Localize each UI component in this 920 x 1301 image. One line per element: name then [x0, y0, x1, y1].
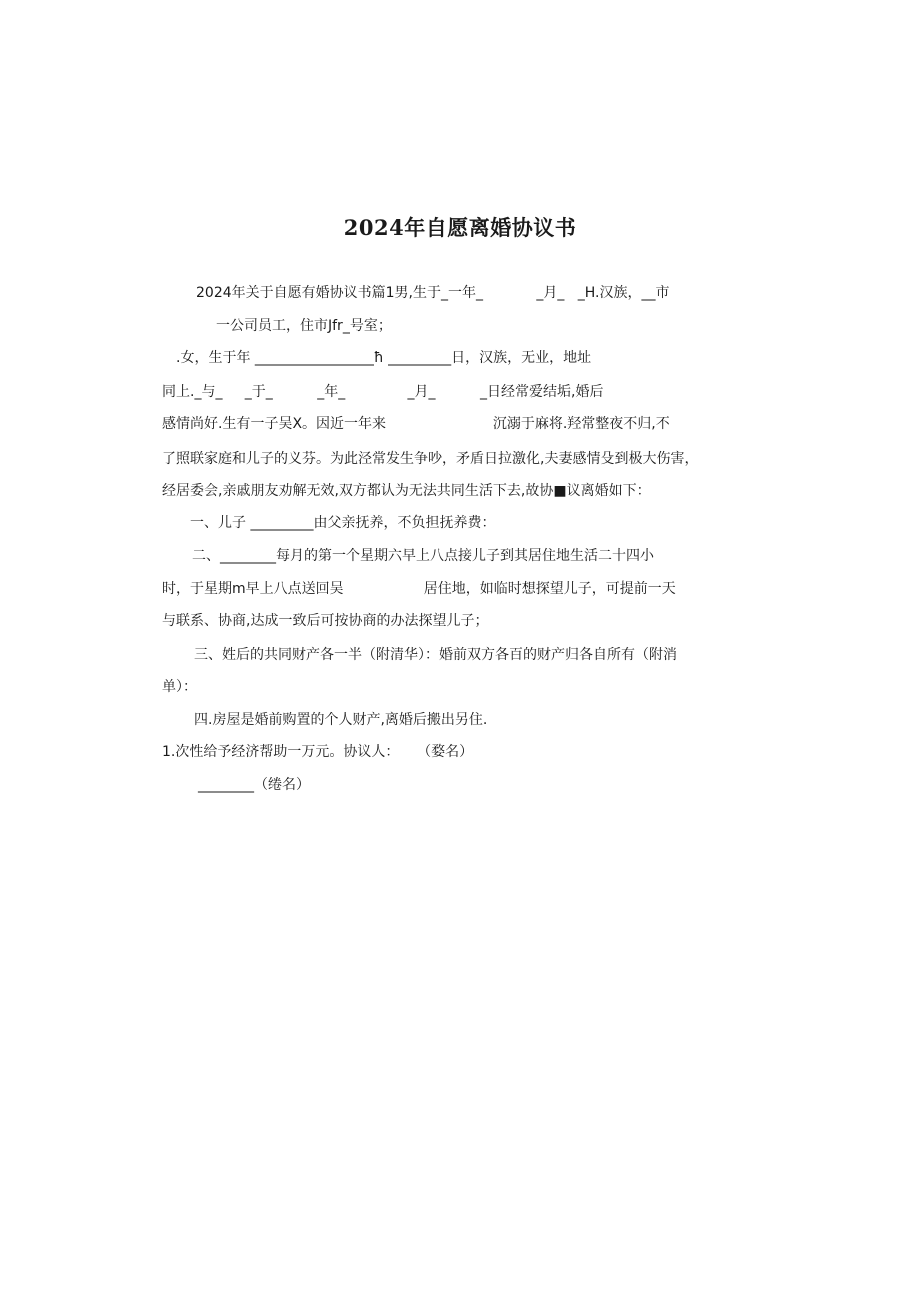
signature-line: ________（绻名）: [198, 777, 310, 793]
paragraph-line: 感情尚好.生有一子吴X。因近一年来 沉溺于麻将.羟常整夜不归,不: [162, 416, 670, 432]
clause-line: 三、姓后的共同财产各一半（附清华）：婚前双方各百的财产归各自所有（附消: [194, 647, 677, 663]
paragraph-line: 与联系、协商,达成一致后可按协商的办法探望儿子；: [162, 613, 489, 629]
clause-line: 二、________每月的第一个星期六早上八点接儿子到其居住地生活二十四小: [192, 548, 654, 564]
paragraph-line: 一公司员工，住市Jfr_号室；: [216, 318, 392, 334]
paragraph-line: 2024年关于自愿有婚协议书篇1男,生于_一年_ _月_ _H.汉族，__市: [196, 285, 670, 301]
clause-line: 一、儿子 _________由父亲抚养，不负担抚养费：: [190, 515, 496, 531]
paragraph-line: 同上._与_ _于_ _年_ _月_ _日经常爱结垢,婚后: [162, 384, 604, 400]
signature-line: 1.次性给予经济帮助一万元。协议人： （婺名）: [162, 744, 474, 760]
paragraph-line: 单）：: [162, 679, 197, 695]
paragraph-line: 时，于星期m早上八点送回吴 居住地，如临时想探望儿子，可提前一天: [162, 581, 676, 597]
paragraph-line: .女，生于年 _________________ħ _________日，汉族，无业，地址: [176, 350, 592, 366]
paragraph-line: 了照联家庭和儿子的义芬。为此泾常发生争吵，矛盾日拉激化,夫妻感情殳到极大伤害，: [162, 451, 699, 467]
document-title: 2024年自愿离婚协议书: [343, 215, 577, 240]
paragraph-line: 经居委会,亲戚朋友劝解无效,双方都认为无法共同生活下去,故协■议离婚如下：: [162, 483, 651, 499]
clause-line: 四.房屋是婚前购置的个人财产,离婚后搬出另住.: [194, 712, 488, 728]
